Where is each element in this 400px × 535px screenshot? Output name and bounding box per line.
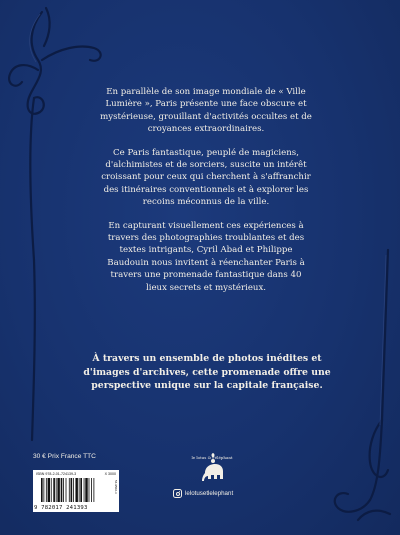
- price-label: 30 € Prix France TTC: [33, 453, 96, 460]
- barcode-bar: [91, 478, 92, 502]
- paragraph-1: En parallèle de son image mondiale de « Ville Lumière », Paris présente une face obscure et mystérieuse, grouillant d'activités occultes et de croyances extraordinaires.: [100, 87, 312, 135]
- small-code: X 3000: [104, 472, 116, 476]
- barcode-bar: [80, 478, 82, 502]
- barcode-bars: [41, 478, 113, 502]
- isbn-label: ISBN 978-2-01-724139-3: [36, 472, 77, 476]
- barcode-bar: [46, 478, 47, 502]
- instagram-icon: [173, 489, 182, 498]
- barcode-bar: [79, 478, 80, 502]
- barcode-bar: [75, 478, 77, 502]
- barcode-number: 9 782017 241393: [34, 505, 88, 511]
- barcode-bar: [73, 478, 74, 502]
- barcode-bar: [66, 478, 67, 502]
- highlight-text: À travers un ensemble de photos inédites et d'images d'archives, cette promenade offre une perspective unique sur la capitale française.: [83, 353, 331, 392]
- barcode-bar: [84, 478, 85, 502]
- barcode-bar: [53, 478, 55, 502]
- barcode-bar: [61, 478, 63, 502]
- barcode-bar: [63, 478, 64, 502]
- barcode-bar: [51, 478, 52, 502]
- side-code: 54-9502-3: [114, 480, 118, 494]
- instagram-handle[interactable]: [173, 489, 233, 498]
- barcode-bar: [89, 478, 90, 502]
- barcode-bar: [69, 478, 70, 502]
- instagram-text: lelotusetlelephant: [185, 490, 234, 497]
- barcode-bar: [41, 478, 43, 502]
- description-text: [100, 86, 312, 305]
- barcode-bar: [71, 478, 73, 502]
- barcode-bar: [85, 478, 87, 502]
- publisher-name: le lotus & l'éléphant: [191, 455, 233, 460]
- barcode-bar: [57, 478, 59, 502]
- barcode-bar: [43, 478, 44, 502]
- paragraph-3: En capturant visuellement ces expériences à travers des photographies troublantes et des textes intrigants, Cyril Abad et Philippe Baudouin nous invitent à réenchanter Paris à travers une promenade fantastique dans 40 lieux secrets et mystérieux.: [107, 220, 305, 293]
- barcode-bar: [56, 478, 57, 502]
- paragraph-2: Ce Paris fantastique, peuplé de magiciens, d'alchimistes et de sorciers, suscite un intérêt croissant pour ceux qui cherchent à s'affranchir des itinéraires conventionnels et à explorer les recoins méconnus de la ville.: [101, 147, 311, 208]
- barcode-box: [33, 470, 119, 512]
- barcode-bar: [48, 478, 50, 502]
- barcode-bar: [93, 478, 94, 502]
